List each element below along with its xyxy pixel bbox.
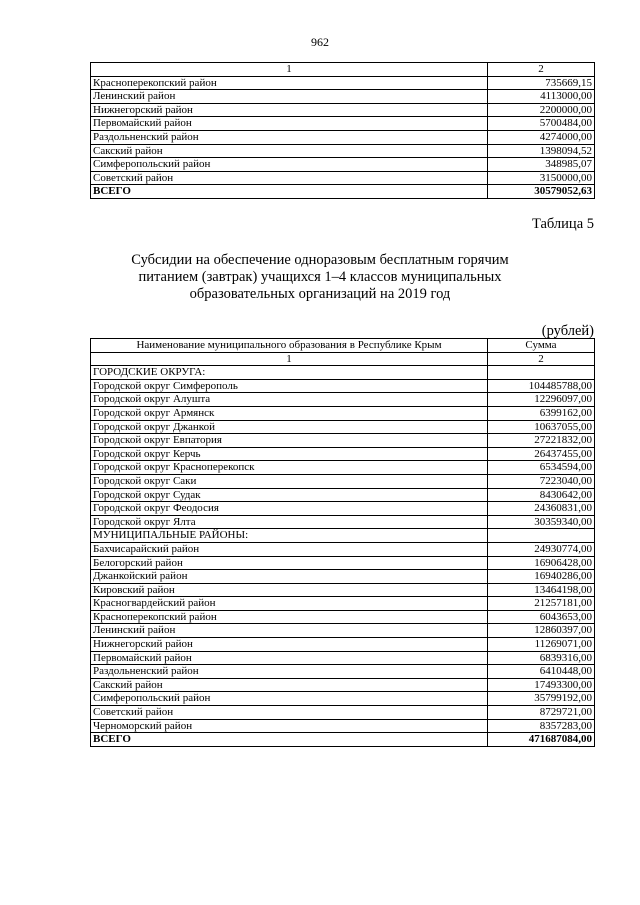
table-row [91,379,595,393]
amount-cell: 2200000,00 [488,103,595,117]
name-cell: Первомайский район [91,117,488,131]
total-row [91,185,595,199]
amount-cell: 6043653,00 [488,610,595,624]
name-cell: Сакский район [91,678,488,692]
table-row [91,103,595,117]
section-row [91,366,595,380]
name-cell: Городской округ Феодосия [91,502,488,516]
table-row [91,678,595,692]
name-cell: Кировский район [91,583,488,597]
amount-cell: 471687084,00 [488,733,595,747]
name-cell: Наименование муниципального образования в Республике Крым [91,339,488,353]
table-row [91,692,595,706]
amount-cell: 2 [488,63,595,77]
amount-cell: 348985,07 [488,158,595,172]
name-cell: Городской округ Керчь [91,447,488,461]
table-row [91,638,595,652]
name-cell: Городской округ Ялта [91,515,488,529]
name-cell: Красногвардейский район [91,597,488,611]
table-row [91,597,595,611]
amount-cell: 6839316,00 [488,651,595,665]
name-cell: Первомайский район [91,651,488,665]
table-row [91,624,595,638]
subsidies-table [90,338,595,747]
name-cell: Городской округ Симферополь [91,379,488,393]
total-row [91,733,595,747]
name-cell: ВСЕГО [91,733,488,747]
table-row [91,76,595,90]
table-label: Таблица 5 [531,216,594,232]
table-row [91,447,595,461]
name-cell: Симферопольский район [91,692,488,706]
amount-cell: 4274000,00 [488,130,595,144]
table-row [91,171,595,185]
name-cell: Советский район [91,706,488,720]
name-cell: Нижнегорский район [91,103,488,117]
name-cell: Советский район [91,171,488,185]
name-cell: Красноперекопский район [91,76,488,90]
table-row [91,570,595,584]
amount-cell: 8430642,00 [488,488,595,502]
section-label: МУНИЦИПАЛЬНЫЕ РАЙОНЫ: [91,529,488,543]
table-row [91,515,595,529]
units-label: (рублей) [541,323,594,339]
amount-cell: 735669,15 [488,76,595,90]
table-row [91,406,595,420]
column-numbers-row [91,63,595,77]
amount-cell: 6534594,00 [488,461,595,475]
empty-cell [488,366,595,380]
amount-cell: 1398094,52 [488,144,595,158]
table-row [91,130,595,144]
name-cell: 1 [91,352,488,366]
amount-cell: 12296097,00 [488,393,595,407]
amount-cell: 35799192,00 [488,692,595,706]
table-row [91,434,595,448]
name-cell: Раздольненский район [91,130,488,144]
table-row [91,420,595,434]
table-row [91,719,595,733]
name-cell: 1 [91,63,488,77]
name-cell: ВСЕГО [91,185,488,199]
header-row [91,339,595,353]
table-row [91,474,595,488]
table-row [91,706,595,720]
name-cell: Красноперекопский район [91,610,488,624]
table-continuation [90,62,595,199]
amount-cell: 8357283,00 [488,719,595,733]
name-cell: Нижнегорский район [91,638,488,652]
name-cell: Городской округ Джанкой [91,420,488,434]
amount-cell: 30359340,00 [488,515,595,529]
name-cell: Белогорский район [91,556,488,570]
amount-cell: 104485788,00 [488,379,595,393]
amount-cell: 2 [488,352,595,366]
amount-cell: 26437455,00 [488,447,595,461]
table-row [91,502,595,516]
table-row [91,556,595,570]
name-cell: Джанкойский район [91,570,488,584]
amount-cell: 13464198,00 [488,583,595,597]
amount-cell: 16940286,00 [488,570,595,584]
name-cell: Городской округ Красноперекопск [91,461,488,475]
amount-cell: 21257181,00 [488,597,595,611]
column-numbers-row [91,352,595,366]
amount-cell: 6399162,00 [488,406,595,420]
name-cell: Сакский район [91,144,488,158]
name-cell: Городской округ Армянск [91,406,488,420]
amount-cell: 7223040,00 [488,474,595,488]
amount-cell: 30579052,63 [488,185,595,199]
amount-cell: 4113000,00 [488,90,595,104]
amount-cell: 11269071,00 [488,638,595,652]
name-cell: Городской округ Саки [91,474,488,488]
table-row [91,488,595,502]
table-title: Субсидии на обеспечение одноразовым бесплатным горячим питанием (завтрак) учащихся 1–4 классов муниципальных образовательных организаций на 2019 год [131,252,509,302]
table-row [91,665,595,679]
page-number: 962 [311,35,329,49]
table-row [91,583,595,597]
amount-cell: 5700484,00 [488,117,595,131]
name-cell: Городской округ Судак [91,488,488,502]
table-row [91,542,595,556]
name-cell: Ленинский район [91,90,488,104]
table-row [91,610,595,624]
table-row [91,144,595,158]
amount-cell: 24930774,00 [488,542,595,556]
name-cell: Ленинский район [91,624,488,638]
table-row [91,461,595,475]
name-cell: Симферопольский район [91,158,488,172]
amount-cell: 6410448,00 [488,665,595,679]
table-row [91,90,595,104]
name-cell: Городской округ Евпатория [91,434,488,448]
empty-cell [488,529,595,543]
amount-cell: 17493300,00 [488,678,595,692]
amount-cell: 12860397,00 [488,624,595,638]
section-label: ГОРОДСКИЕ ОКРУГА: [91,366,488,380]
amount-cell: 16906428,00 [488,556,595,570]
amount-cell: 3150000,00 [488,171,595,185]
table-row [91,117,595,131]
name-cell: Раздольненский район [91,665,488,679]
name-cell: Городской округ Алушта [91,393,488,407]
table-row [91,651,595,665]
name-cell: Бахчисарайский район [91,542,488,556]
amount-cell: 24360831,00 [488,502,595,516]
amount-cell: 10637055,00 [488,420,595,434]
table-row [91,158,595,172]
amount-cell: 27221832,00 [488,434,595,448]
table-row [91,393,595,407]
amount-cell: Сумма [488,339,595,353]
section-row [91,529,595,543]
amount-cell: 8729721,00 [488,706,595,720]
name-cell: Черноморский район [91,719,488,733]
